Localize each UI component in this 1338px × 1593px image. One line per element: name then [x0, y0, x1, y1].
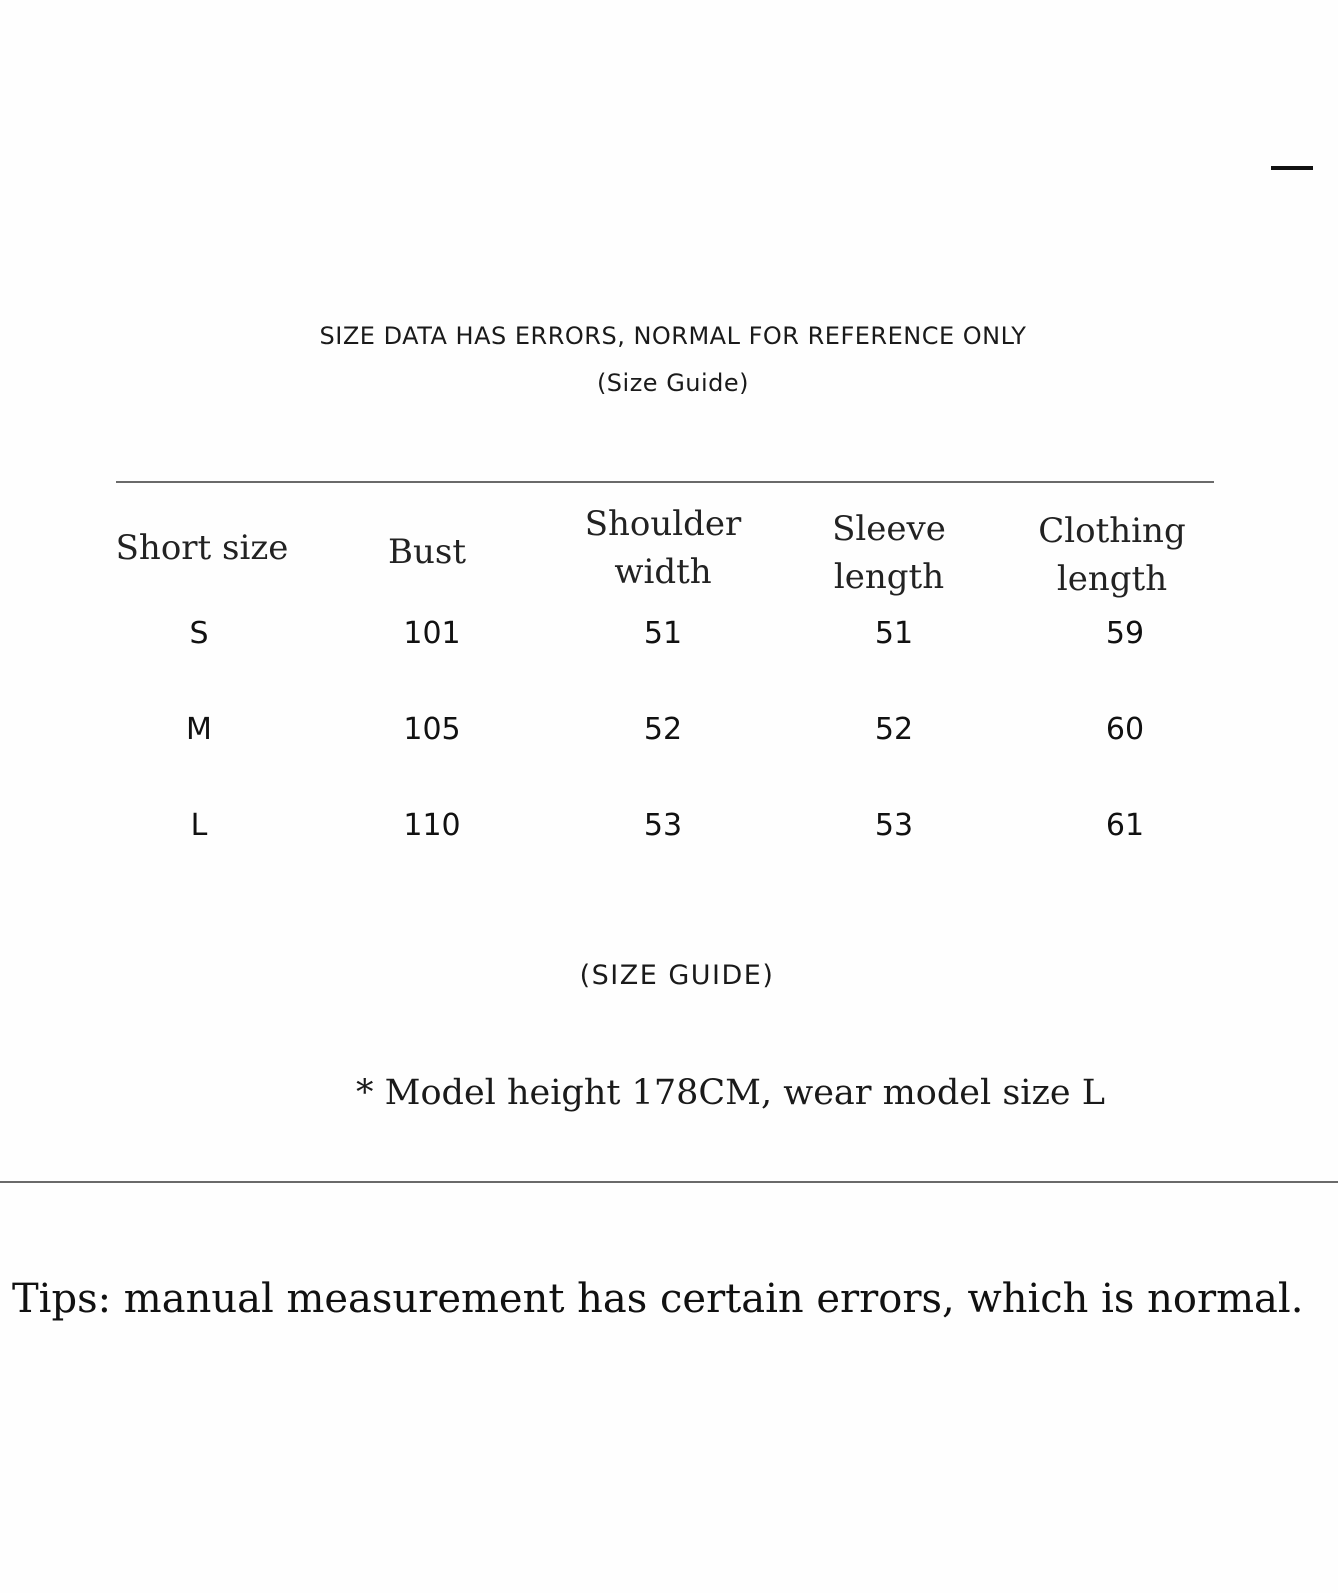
- header-bust: [317, 528, 537, 576]
- model-note: * Model height 178CM, wear model size L: [356, 1073, 1105, 1113]
- notice-heading: SIZE DATA HAS ERRORS, NORMAL FOR REFERENCE ONLY: [319, 322, 1027, 350]
- table-cell-sleeve: 51: [874, 616, 914, 651]
- notice-subheading: (Size Guide): [596, 369, 750, 397]
- table-cell-size: S: [189, 616, 209, 651]
- header-line: Bust: [388, 532, 466, 572]
- header-line: Clothing: [1038, 511, 1186, 551]
- header-sleeve-length: [779, 505, 999, 601]
- header-clothing-length: [1002, 507, 1222, 603]
- table-cell-shoulder: 53: [643, 808, 683, 843]
- header-line: Shoulder: [584, 504, 742, 544]
- table-cell-sleeve: 52: [874, 712, 914, 747]
- tips-text: Tips: manual measurement has certain errors, which is normal.: [12, 1276, 1304, 1322]
- dash-mark: [1271, 166, 1313, 170]
- table-cell-sleeve: 53: [874, 808, 914, 843]
- table-cell-shoulder: 52: [643, 712, 683, 747]
- table-cell-shoulder: 51: [643, 616, 683, 651]
- header-line: width: [614, 552, 712, 592]
- size-guide-caption: (SIZE GUIDE): [579, 960, 775, 991]
- table-cell-size: L: [190, 808, 208, 843]
- table-cell-bust: 101: [403, 616, 461, 651]
- section-divider: [0, 1181, 1338, 1183]
- header-line: length: [833, 557, 945, 597]
- header-line: length: [1056, 559, 1168, 599]
- table-cell-size: M: [186, 712, 212, 747]
- table-cell-length: 60: [1105, 712, 1145, 747]
- header-line: Short size: [115, 528, 289, 568]
- table-cell-bust: 110: [403, 808, 461, 843]
- table-cell-length: 59: [1105, 616, 1145, 651]
- header-line: Sleeve: [832, 509, 946, 549]
- table-cell-length: 61: [1105, 808, 1145, 843]
- header-shoulder-width: [553, 500, 773, 596]
- header-short-size: [92, 524, 312, 572]
- table-top-divider: [116, 481, 1214, 483]
- table-cell-bust: 105: [403, 712, 461, 747]
